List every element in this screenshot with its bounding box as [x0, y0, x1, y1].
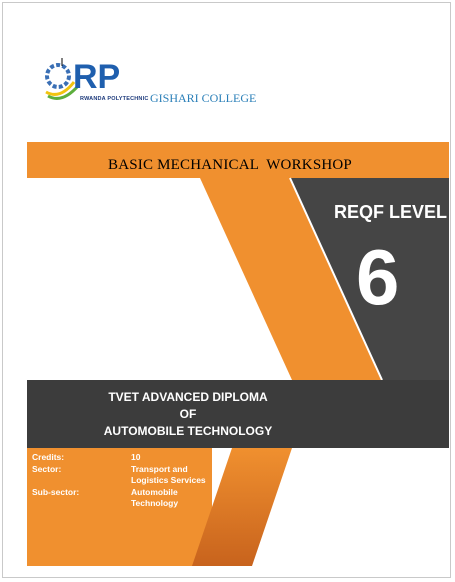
subsector-value-line-2: Technology: [131, 498, 179, 508]
sector-value-line-1: Transport and: [131, 463, 188, 474]
programme-line-1: TVET ADVANCED DIPLOMA: [108, 390, 268, 404]
credits-label: Credits:: [32, 452, 65, 462]
level-number: 6: [356, 233, 400, 321]
programme-line-2: OF: [179, 407, 197, 421]
sector-label: Sector:: [32, 463, 62, 474]
logo-caption: RWANDA POLYTECHNIC: [80, 96, 149, 102]
logo-letters: RP: [73, 58, 121, 96]
module-title: BASIC MECHANICAL WORKSHOP: [108, 157, 352, 173]
subsector-value-line-1: Automobile: [131, 486, 178, 497]
rwanda-polytechnic-logo: [40, 52, 150, 112]
programme-line-3: AUTOMOBILE TECHNOLOGY: [103, 424, 273, 438]
sector-value-line-2: Logistics Services: [131, 475, 206, 485]
college-name: GISHARI COLLEGE: [150, 91, 257, 105]
credits-value: 10: [131, 452, 141, 462]
subsector-label: Sub-sector:: [32, 486, 80, 497]
level-label: REQF LEVEL: [333, 202, 447, 222]
programme-title: [27, 389, 449, 440]
